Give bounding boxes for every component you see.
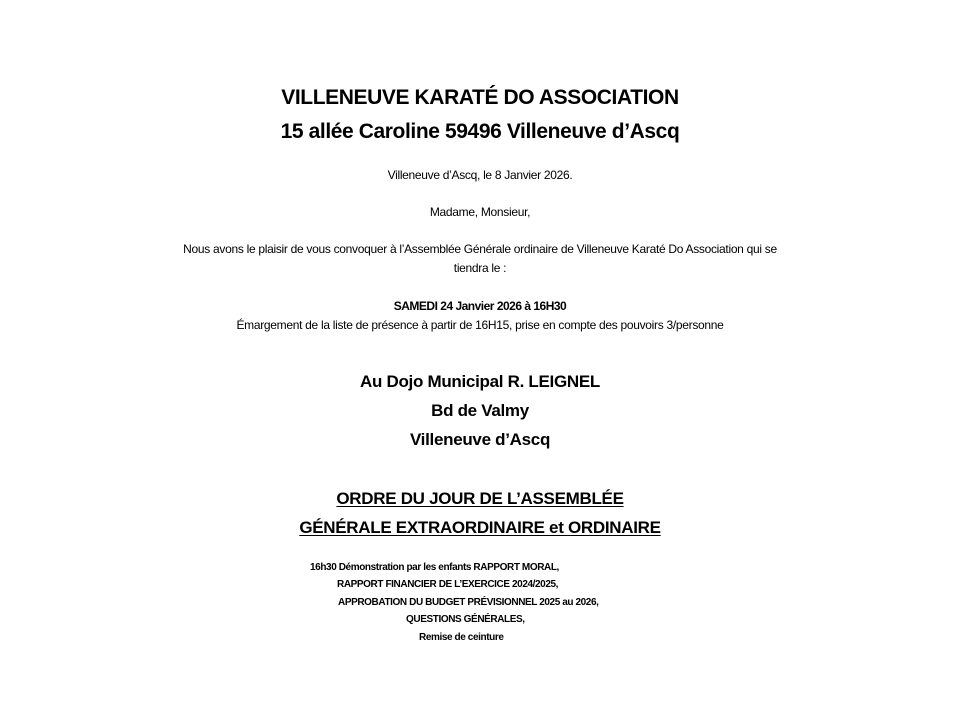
intro-line-2: tiendra le : [453, 261, 507, 275]
venue-name: Au Dojo Municipal R. LEIGNEL [360, 372, 600, 391]
meeting-date: SAMEDI 24 Janvier 2026 à 16H30 [393, 299, 567, 313]
association-address: 15 allée Caroline 59496 Villeneuve d’Ascq [280, 120, 680, 143]
agenda-item: Remise de ceinture [419, 632, 504, 643]
association-name: VILLENEUVE KARATÉ DO ASSOCIATION [281, 86, 679, 109]
agenda-title-line-1: ORDRE DU JOUR DE L’ASSEMBLÉE [336, 489, 624, 508]
registration-note: Émargement de la liste de présence à partir de 16H15, prise en compte des pouvoirs 3/personne [236, 318, 724, 332]
agenda-item: 16h30 Démonstration par les enfants RAPPORT MORAL, [310, 562, 559, 573]
salutation: Madame, Monsieur, [429, 205, 531, 219]
agenda-item: APPROBATION DU BUDGET PRÉVISIONNEL 2025 au 2026, [338, 597, 599, 608]
agenda-item: RAPPORT FINANCIER DE L’EXERCICE 2024/2025, [337, 579, 559, 590]
intro-line-1: Nous avons le plaisir de vous convoquer à l’Assemblée Générale ordinaire de Villeneuve Karaté Do Association qui se [183, 242, 777, 256]
agenda-title-line-2: GÉNÉRALE EXTRAORDINAIRE et ORDINAIRE [299, 518, 661, 537]
agenda-item: QUESTIONS GÉNÉRALES, [406, 614, 525, 625]
venue-street: Bd de Valmy [431, 401, 529, 420]
place-date: Villeneuve d’Ascq, le 8 Janvier 2026. [387, 168, 573, 182]
venue-city: Villeneuve d’Ascq [409, 430, 551, 449]
